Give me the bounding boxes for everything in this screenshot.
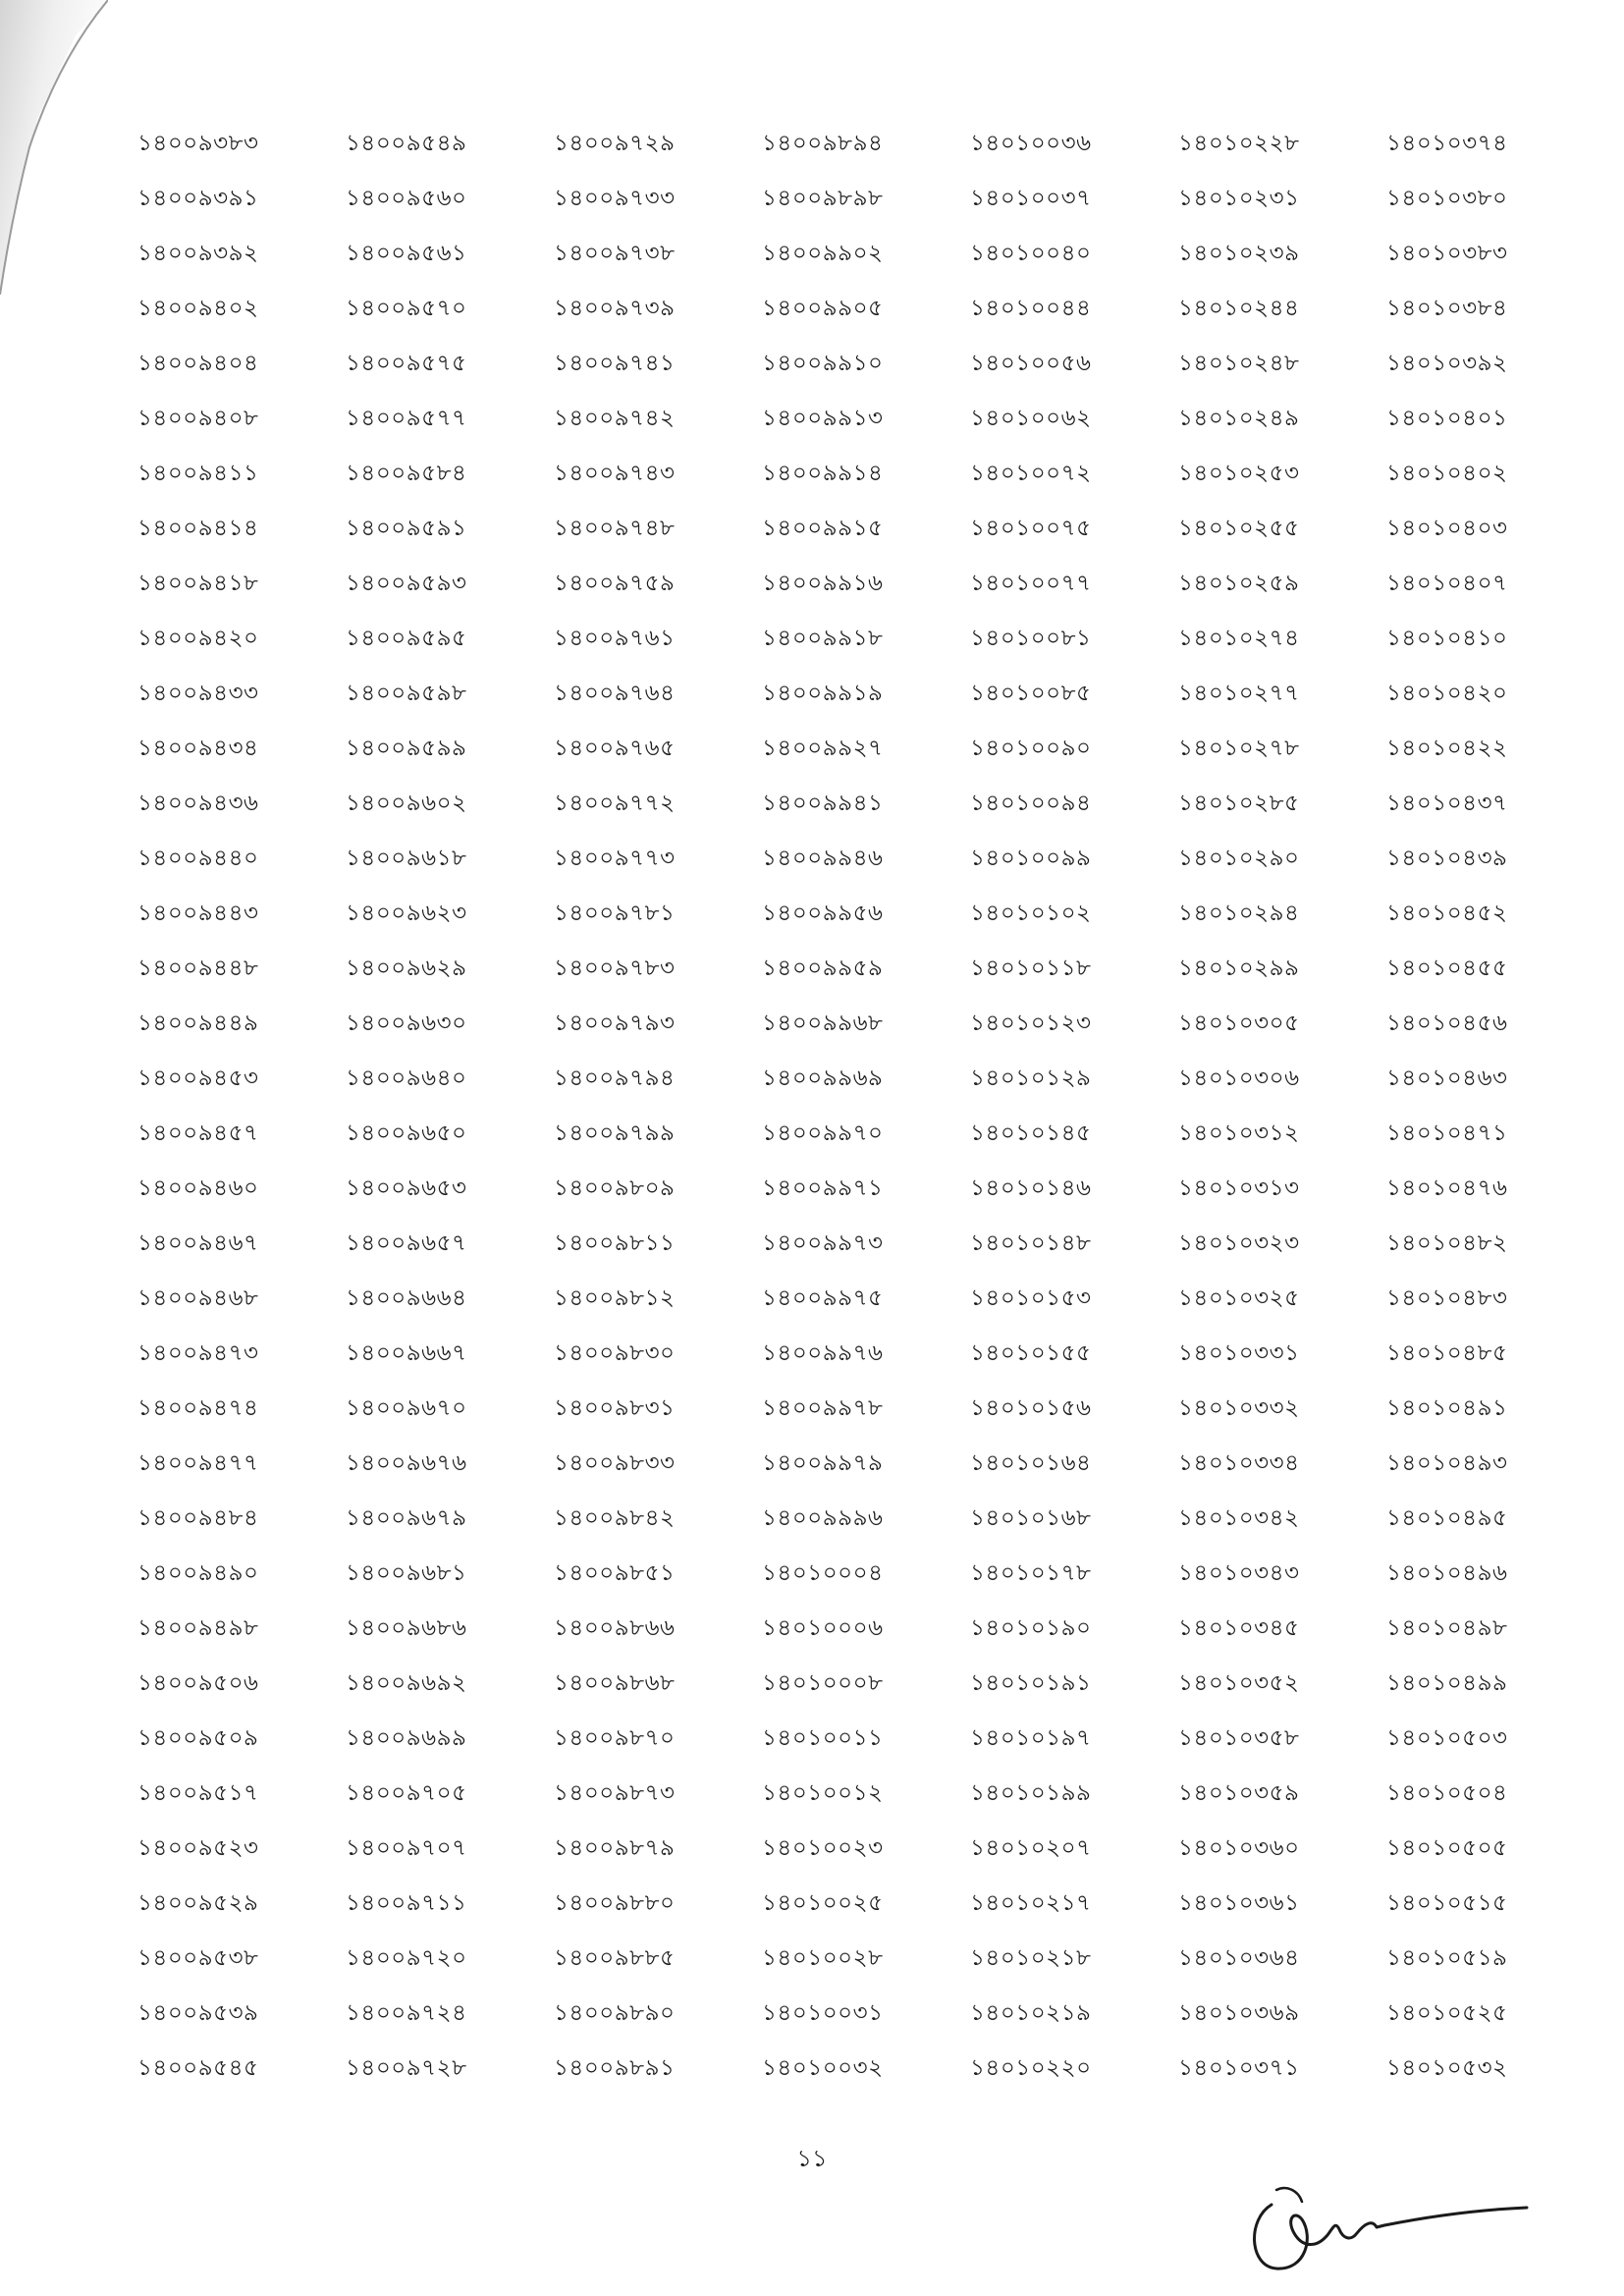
- roll-number: ১৪০০৯৭৮১: [554, 901, 676, 926]
- roll-number: ১৪০০৯৮০৯: [554, 1175, 676, 1201]
- roll-number: ১৪০০৯৫৪৯: [346, 131, 467, 156]
- roll-number: ১৪০১০০৮৫: [970, 681, 1092, 706]
- roll-number: ১৪০১০৪৯৫: [1386, 1505, 1508, 1531]
- roll-number: ১৪০০৯৪৪৯: [137, 1011, 259, 1036]
- roll-number: ১৪০০৯৭৪১: [554, 351, 676, 376]
- roll-number: ১৪০১০২৭৭: [1178, 681, 1300, 706]
- page-number: ১১: [796, 2145, 828, 2172]
- roll-number: ১৪০০৯৪১১: [137, 461, 259, 486]
- roll-number: ১৪০১০০২৫: [762, 1890, 884, 1916]
- roll-number: ১৪০০৯৬৭০: [346, 1395, 467, 1421]
- roll-number: ১৪০০৯৭৩৯: [554, 296, 676, 321]
- roll-number: ১৪০১০০৩১: [762, 2000, 884, 2026]
- roll-number: ১৪০১০৪৯১: [1386, 1395, 1508, 1421]
- roll-number: ১৪০১০৫২৫: [1386, 2000, 1508, 2026]
- roll-number: ১৪০০৯৫৮৪: [346, 461, 467, 486]
- roll-number: ১৪০১০০৪৪: [970, 296, 1092, 321]
- roll-number: ১৪০১০৪০২: [1386, 461, 1508, 486]
- roll-number-grid: [137, 116, 1542, 2096]
- roll-number: ১৪০০৯৯৭৮: [762, 1395, 884, 1421]
- roll-number: ১৪০০৯৬৭৬: [346, 1450, 467, 1476]
- roll-number: ১৪০০৯৯৬৮: [762, 1011, 884, 1036]
- page-curl-edge: [0, 0, 108, 295]
- roll-number: ১৪০০৯৬৭৯: [346, 1505, 467, 1531]
- roll-number: ১৪০১০০৬২: [970, 406, 1092, 431]
- roll-number: ১৪০০৯৪০২: [137, 296, 259, 321]
- roll-number: ১৪০১০১৪৬: [970, 1175, 1092, 1201]
- roll-number: ১৪০১০০২৮: [762, 1945, 884, 1971]
- roll-number: ১৪০০৯৬২৯: [346, 956, 467, 981]
- roll-number: ১৪০০৯৯১৩: [762, 406, 884, 431]
- roll-number: ১৪০০৯৫৬০: [346, 186, 467, 211]
- roll-number: ১৪০১০৪৭১: [1386, 1121, 1508, 1146]
- roll-number: ১৪০১০০৩২: [762, 2055, 884, 2081]
- roll-number: ১৪০১০১১৮: [970, 956, 1092, 981]
- roll-number: ১৪০০৯৬৬৭: [346, 1340, 467, 1366]
- roll-number: ১৪০১০১৬৮: [970, 1505, 1092, 1531]
- roll-number: ১৪০১০৩৩২: [1178, 1395, 1300, 1421]
- roll-number: ১৪০০৯৬৫৩: [346, 1175, 467, 1201]
- roll-number: ১৪০১০১৯১: [970, 1670, 1092, 1696]
- roll-number: ১৪০১০০৮১: [970, 626, 1092, 651]
- roll-number: ১৪০১০০১২: [762, 1780, 884, 1806]
- roll-number: ১৪০০৯৯২৭: [762, 736, 884, 761]
- roll-number: ১৪০০৯৬১৮: [346, 846, 467, 871]
- roll-number: ১৪০১০০৭২: [970, 461, 1092, 486]
- roll-number: ১৪০১০০৯৪: [970, 791, 1092, 816]
- roll-number: ১৪০০৯৫৩৯: [137, 2000, 259, 2026]
- roll-number: ১৪০১০৩৮৩: [1386, 241, 1508, 266]
- roll-number: ১৪০০৯৬৯৯: [346, 1725, 467, 1751]
- roll-number: ১৪০১০৪৮২: [1386, 1230, 1508, 1256]
- roll-number: ১৪০০৯৭২৯: [554, 131, 676, 156]
- roll-number: ১৪০০৯৯০২: [762, 241, 884, 266]
- roll-number: ১৪০০৯৮৮৫: [554, 1945, 676, 1971]
- roll-number: ১৪০১০৪২২: [1386, 736, 1508, 761]
- roll-number: ১৪০০৯৯৭৫: [762, 1285, 884, 1311]
- roll-number: ১৪০০৯৯৪৬: [762, 846, 884, 871]
- roll-number: ১৪০১০০২৩: [762, 1835, 884, 1861]
- roll-number: ১৪০১০০০৮: [762, 1670, 884, 1696]
- roll-number: ১৪০১০৩৪৫: [1178, 1615, 1300, 1641]
- roll-number: ১৪০১০৩৫৮: [1178, 1725, 1300, 1751]
- roll-number: ১৪০১০৩৪২: [1178, 1505, 1300, 1531]
- roll-number: ১৪০১০৩৩৪: [1178, 1450, 1300, 1476]
- roll-number: ১৪০০৯৬৫০: [346, 1121, 467, 1146]
- roll-number: ১৪০০৯৬৮৬: [346, 1615, 467, 1641]
- roll-number: ১৪০০৯৮৯১: [554, 2055, 676, 2081]
- roll-number: ১৪০১০০৩৬: [970, 131, 1092, 156]
- signature: [1237, 2151, 1532, 2288]
- roll-number: ১৪০১০১৯৭: [970, 1725, 1092, 1751]
- roll-number: ১৪০১০১০২: [970, 901, 1092, 926]
- roll-number: ১৪০০৯৭৯৩: [554, 1011, 676, 1036]
- roll-number: ১৪০০৯৪৮৪: [137, 1505, 259, 1531]
- roll-number: ১৪০০৯৪৫৭: [137, 1121, 259, 1146]
- roll-number: ১৪০০৯৮১২: [554, 1285, 676, 1311]
- roll-number: ১৪০০৯৪৯৮: [137, 1615, 259, 1641]
- roll-number: ১৪০১০২০৭: [970, 1835, 1092, 1861]
- roll-number: ১৪০১০০৪০: [970, 241, 1092, 266]
- roll-number: ১৪০১০৩৬৯: [1178, 2000, 1300, 2026]
- roll-number: ১৪০১০০৩৭: [970, 186, 1092, 211]
- roll-number: ১৪০১০৩৮০: [1386, 186, 1508, 211]
- roll-number: ১৪০১০৪৯৬: [1386, 1560, 1508, 1586]
- roll-number: ১৪০০৯৪৩৩: [137, 681, 259, 706]
- roll-number: ১৪০০৯৯১৬: [762, 571, 884, 596]
- roll-number: ১৪০০৯৯৯৬: [762, 1505, 884, 1531]
- roll-number: ১৪০১০৫৩২: [1386, 2055, 1508, 2081]
- roll-number: ১৪০০৯৯০৫: [762, 296, 884, 321]
- roll-number: ১৪০১০৩০৫: [1178, 1011, 1300, 1036]
- roll-number: ১৪০০৯৫৯৫: [346, 626, 467, 651]
- roll-number: ১৪০০৯৭২৮: [346, 2055, 467, 2081]
- roll-number: ১৪০১০৪৫৫: [1386, 956, 1508, 981]
- roll-number: ১৪০০৯৭৫৯: [554, 571, 676, 596]
- roll-number: ১৪০১০২৯০: [1178, 846, 1300, 871]
- roll-number: ১৪০০৯৭৮৩: [554, 956, 676, 981]
- roll-number: ১৪০১০৩৫৯: [1178, 1780, 1300, 1806]
- roll-number: ১৪০১০৪৮৫: [1386, 1340, 1508, 1366]
- roll-number: ১৪০০৯৯৪১: [762, 791, 884, 816]
- roll-number: ১৪০০৯৯১৮: [762, 626, 884, 651]
- roll-number: ১৪০১০৩১৩: [1178, 1175, 1300, 1201]
- roll-number: ১৪০১০৩৭১: [1178, 2055, 1300, 2081]
- roll-number: ১৪০১০১৫৬: [970, 1395, 1092, 1421]
- roll-number: ১৪০১০২১৭: [970, 1890, 1092, 1916]
- roll-number: ১৪০০৯৪৯০: [137, 1560, 259, 1586]
- roll-number: ১৪০০৯৯৭০: [762, 1121, 884, 1146]
- roll-number: ১৪০০৯৯৬৯: [762, 1066, 884, 1091]
- roll-number: ১৪০০৯৪৪৮: [137, 956, 259, 981]
- roll-number: ১৪০১০২২৮: [1178, 131, 1300, 156]
- roll-number: ১৪০১০৩১২: [1178, 1121, 1300, 1146]
- roll-number: ১৪০১০২৯৪: [1178, 901, 1300, 926]
- roll-number: ১৪০১০১২৯: [970, 1066, 1092, 1091]
- roll-number: ১৪০১০৫০৩: [1386, 1725, 1508, 1751]
- roll-number: ১৪০০৯৪৭৭: [137, 1450, 259, 1476]
- roll-number: ১৪০০৯৫৪৫: [137, 2055, 259, 2081]
- roll-number: ১৪০০৯৭৩৮: [554, 241, 676, 266]
- roll-number: ১৪০০৯৩৮৩: [137, 131, 259, 156]
- roll-number: ১৪০০৯৫৭৫: [346, 351, 467, 376]
- roll-number: ১৪০০৯৩৯২: [137, 241, 259, 266]
- roll-number: ১৪০০৯৮৪২: [554, 1505, 676, 1531]
- roll-number: ১৪০০৯৭৩৩: [554, 186, 676, 211]
- roll-number: ১৪০০৯৪২০: [137, 626, 259, 651]
- roll-number: ১৪০১০২৭৪: [1178, 626, 1300, 651]
- roll-number: ১৪০০৯৪৫৩: [137, 1066, 259, 1091]
- roll-number: ১৪০০৯৪৬৮: [137, 1285, 259, 1311]
- roll-number: ১৪০০৯৪০৪: [137, 351, 259, 376]
- roll-number: ১৪০০৯৭৪২: [554, 406, 676, 431]
- roll-number: ১৪০০৯৭৯৯: [554, 1121, 676, 1146]
- roll-number: ১৪০১০১৭৮: [970, 1560, 1092, 1586]
- roll-number: ১৪০১০৩৬০: [1178, 1835, 1300, 1861]
- roll-number: ১৪০১০২৪৮: [1178, 351, 1300, 376]
- roll-number: ১৪০০৯৮৩৩: [554, 1450, 676, 1476]
- roll-number: ১৪০০৯৪৭৩: [137, 1340, 259, 1366]
- roll-number: ১৪০০৯৬৩০: [346, 1011, 467, 1036]
- roll-number: ১৪০১০০৭৫: [970, 516, 1092, 541]
- roll-number: ১৪০০৯৯৭৬: [762, 1340, 884, 1366]
- roll-number: ১৪০০৯৪৩৬: [137, 791, 259, 816]
- roll-number: ১৪০১০৪৯৮: [1386, 1615, 1508, 1641]
- roll-number: ১৪০০৯৮৯৮: [762, 186, 884, 211]
- roll-number: ১৪০০৯৪১৪: [137, 516, 259, 541]
- roll-number: ১৪০১০৩৫২: [1178, 1670, 1300, 1696]
- roll-number: ১৪০০৯৭১১: [346, 1890, 467, 1916]
- roll-number: ১৪০১০২৪৪: [1178, 296, 1300, 321]
- roll-number: ১৪০০৯৭৪৮: [554, 516, 676, 541]
- roll-number: ১৪০১০৪৫২: [1386, 901, 1508, 926]
- roll-number: ১৪০০৯৪৪৩: [137, 901, 259, 926]
- roll-number: ১৪০০৯৫২৯: [137, 1890, 259, 1916]
- roll-number: ১৪০০৯৮৩১: [554, 1395, 676, 1421]
- roll-number: ১৪০১০৫১৫: [1386, 1890, 1508, 1916]
- roll-number: ১৪০০৯৯৫৬: [762, 901, 884, 926]
- roll-number: ১৪০১০০৭৭: [970, 571, 1092, 596]
- roll-number: ১৪০১০৩০৬: [1178, 1066, 1300, 1091]
- roll-number: ১৪০১০০৯০: [970, 736, 1092, 761]
- roll-number: ১৪০০৯৪৬৭: [137, 1230, 259, 1256]
- roll-number: ১৪০০৯৭৯৪: [554, 1066, 676, 1091]
- roll-number: ১৪০০৯৯৭৯: [762, 1450, 884, 1476]
- roll-number: ১৪০১০৩৬১: [1178, 1890, 1300, 1916]
- roll-number: ১৪০০৯৫৩৮: [137, 1945, 259, 1971]
- roll-number: ১৪০১০৪৭৬: [1386, 1175, 1508, 1201]
- roll-number: ১৪০১০১৯০: [970, 1615, 1092, 1641]
- roll-number: ১৪০০৯৫২৩: [137, 1835, 259, 1861]
- roll-number: ১৪০০৯৭০৫: [346, 1780, 467, 1806]
- roll-number: ১৪০০৯৯৫৯: [762, 956, 884, 981]
- roll-number: ১৪০০৯৮১১: [554, 1230, 676, 1256]
- roll-number: ১৪০১০০৯৯: [970, 846, 1092, 871]
- roll-number: ১৪০০৯৭২০: [346, 1945, 467, 1971]
- roll-number: ১৪০১০৪৩৭: [1386, 791, 1508, 816]
- roll-number: ১৪০১০২২০: [970, 2055, 1092, 2081]
- roll-number: ১৪০০৯৮৭০: [554, 1725, 676, 1751]
- roll-number: ১৪০০৯৭৬৫: [554, 736, 676, 761]
- roll-number: ১৪০১০৪৩৯: [1386, 846, 1508, 871]
- roll-number: ১৪০১০৪৯৩: [1386, 1450, 1508, 1476]
- roll-number: ১৪০১০০০৪: [762, 1560, 884, 1586]
- roll-number: ১৪০০৯৯৭১: [762, 1175, 884, 1201]
- roll-number: ১৪০১০১২৩: [970, 1011, 1092, 1036]
- roll-number: ১৪০১০১৫৫: [970, 1340, 1092, 1366]
- roll-number: ১৪০১০১৪৫: [970, 1121, 1092, 1146]
- roll-number: ১৪০০৯৫০৬: [137, 1670, 259, 1696]
- roll-number: ১৪০০৯৭৭২: [554, 791, 676, 816]
- roll-number: ১৪০০৯৮৮০: [554, 1890, 676, 1916]
- roll-number: ১৪০০৯৫৭০: [346, 296, 467, 321]
- roll-number: ১৪০১০২৩১: [1178, 186, 1300, 211]
- roll-number: ১৪০১০২৪৯: [1178, 406, 1300, 431]
- roll-number: ১৪০০৯৭৭৩: [554, 846, 676, 871]
- roll-number: ১৪০১০৪২০: [1386, 681, 1508, 706]
- roll-number: ১৪০১০৪০১: [1386, 406, 1508, 431]
- roll-number: ১৪০১০৩৭৪: [1386, 131, 1508, 156]
- roll-number: ১৪০১০৪০৭: [1386, 571, 1508, 596]
- roll-number: ১৪০০৯৮৫১: [554, 1560, 676, 1586]
- roll-number: ১৪০১০৩৯২: [1386, 351, 1508, 376]
- roll-number: ১৪০০৯৫৯১: [346, 516, 467, 541]
- roll-number: ১৪০১০১৬৪: [970, 1450, 1092, 1476]
- roll-number: ১৪০০৯৮৯০: [554, 2000, 676, 2026]
- roll-number: ১৪০০৯৫১৭: [137, 1780, 259, 1806]
- roll-number: ১৪০১০৩৩১: [1178, 1340, 1300, 1366]
- roll-number: ১৪০১০৪১০: [1386, 626, 1508, 651]
- roll-number: ১৪০০৯৭৬১: [554, 626, 676, 651]
- roll-number: ১৪০১০২১৯: [970, 2000, 1092, 2026]
- roll-number: ১৪০১০২৫৩: [1178, 461, 1300, 486]
- roll-number: ১৪০০৯৫৭৭: [346, 406, 467, 431]
- roll-number: ১৪০১০০৫৬: [970, 351, 1092, 376]
- roll-number: ১৪০০৯৮৬৮: [554, 1670, 676, 1696]
- roll-number: ১৪০০৯৯১৪: [762, 461, 884, 486]
- roll-number: ১৪০০৯৪৬০: [137, 1175, 259, 1201]
- roll-number: ১৪০০৯৮৯৪: [762, 131, 884, 156]
- roll-number: ১৪০০৯৯১৯: [762, 681, 884, 706]
- roll-number: ১৪০০৯৬৯২: [346, 1670, 467, 1696]
- roll-number: ১৪০০৯৭৬৪: [554, 681, 676, 706]
- roll-number: ১৪০০৯৮৭৩: [554, 1780, 676, 1806]
- roll-number: ১৪০০৯৬৪০: [346, 1066, 467, 1091]
- roll-number: ১৪০১০০১১: [762, 1725, 884, 1751]
- roll-number: ১৪০০৯৬০২: [346, 791, 467, 816]
- roll-number: ১৪০০৯৪৪০: [137, 846, 259, 871]
- roll-number: ১৪০০৯৮৬৬: [554, 1615, 676, 1641]
- roll-number: ১৪০১০৫০৫: [1386, 1835, 1508, 1861]
- roll-number: ১৪০১০২৩৯: [1178, 241, 1300, 266]
- roll-number: ১৪০১০৩২৩: [1178, 1230, 1300, 1256]
- roll-number: ১৪০১০৩৬৪: [1178, 1945, 1300, 1971]
- roll-number: ১৪০০৯৬৫৭: [346, 1230, 467, 1256]
- roll-number: ১৪০০৯৫৯৮: [346, 681, 467, 706]
- roll-number: ১৪০১০৪৮৩: [1386, 1285, 1508, 1311]
- roll-number: ১৪০০৯৫৯৯: [346, 736, 467, 761]
- roll-number: ১৪০১০০০৬: [762, 1615, 884, 1641]
- roll-number: ১৪০১০১৯৯: [970, 1780, 1092, 1806]
- roll-number: ১৪০০৯৭০৭: [346, 1835, 467, 1861]
- roll-number: ১৪০১০৪৬৩: [1386, 1066, 1508, 1091]
- roll-number: ১৪০০৯৩৯১: [137, 186, 259, 211]
- roll-number: ১৪০০৯৮৭৯: [554, 1835, 676, 1861]
- roll-number: ১৪০০৯৯১৫: [762, 516, 884, 541]
- roll-number: ১৪০১০২৯৯: [1178, 956, 1300, 981]
- roll-number: ১৪০১০২৮৫: [1178, 791, 1300, 816]
- roll-number: ১৪০১০৩৪৩: [1178, 1560, 1300, 1586]
- roll-number: ১৪০১০৪৯৯: [1386, 1670, 1508, 1696]
- roll-number: ১৪০০৯৫৬১: [346, 241, 467, 266]
- roll-number: ১৪০০৯৫০৯: [137, 1725, 259, 1751]
- roll-number: ১৪০১০৩২৫: [1178, 1285, 1300, 1311]
- roll-number: ১৪০১০১৪৮: [970, 1230, 1092, 1256]
- roll-number: ১৪০০৯৪০৮: [137, 406, 259, 431]
- roll-number: ১৪০০৯৬৮১: [346, 1560, 467, 1586]
- roll-number: ১৪০১০৫০৪: [1386, 1780, 1508, 1806]
- roll-number: ১৪০০৯৭২৪: [346, 2000, 467, 2026]
- roll-number: ১৪০০৯৫৯৩: [346, 571, 467, 596]
- roll-number: ১৪০০৯৪৩৪: [137, 736, 259, 761]
- roll-number: ১৪০০৯৯৭৩: [762, 1230, 884, 1256]
- roll-number: ১৪০০৯৬৬৪: [346, 1285, 467, 1311]
- roll-number: ১৪০০৯৬২৩: [346, 901, 467, 926]
- roll-number: ১৪০১০১৫৩: [970, 1285, 1092, 1311]
- roll-number: ১৪০০৯৪৭৪: [137, 1395, 259, 1421]
- roll-number: ১৪০১০৫১৯: [1386, 1945, 1508, 1971]
- roll-number: ১৪০১০৪৫৬: [1386, 1011, 1508, 1036]
- roll-number: ১৪০০৯৪১৮: [137, 571, 259, 596]
- roll-number: ১৪০০৯৭৪৩: [554, 461, 676, 486]
- roll-number: ১৪০০৯৯১০: [762, 351, 884, 376]
- roll-number: ১৪০১০২১৮: [970, 1945, 1092, 1971]
- roll-number: ১৪০১০২৭৮: [1178, 736, 1300, 761]
- roll-number: ১৪০০৯৮৩০: [554, 1340, 676, 1366]
- roll-number: ১৪০১০৪০৩: [1386, 516, 1508, 541]
- roll-number: ১৪০১০৩৮৪: [1386, 296, 1508, 321]
- roll-number: ১৪০১০২৫৫: [1178, 516, 1300, 541]
- roll-number: ১৪০১০২৫৯: [1178, 571, 1300, 596]
